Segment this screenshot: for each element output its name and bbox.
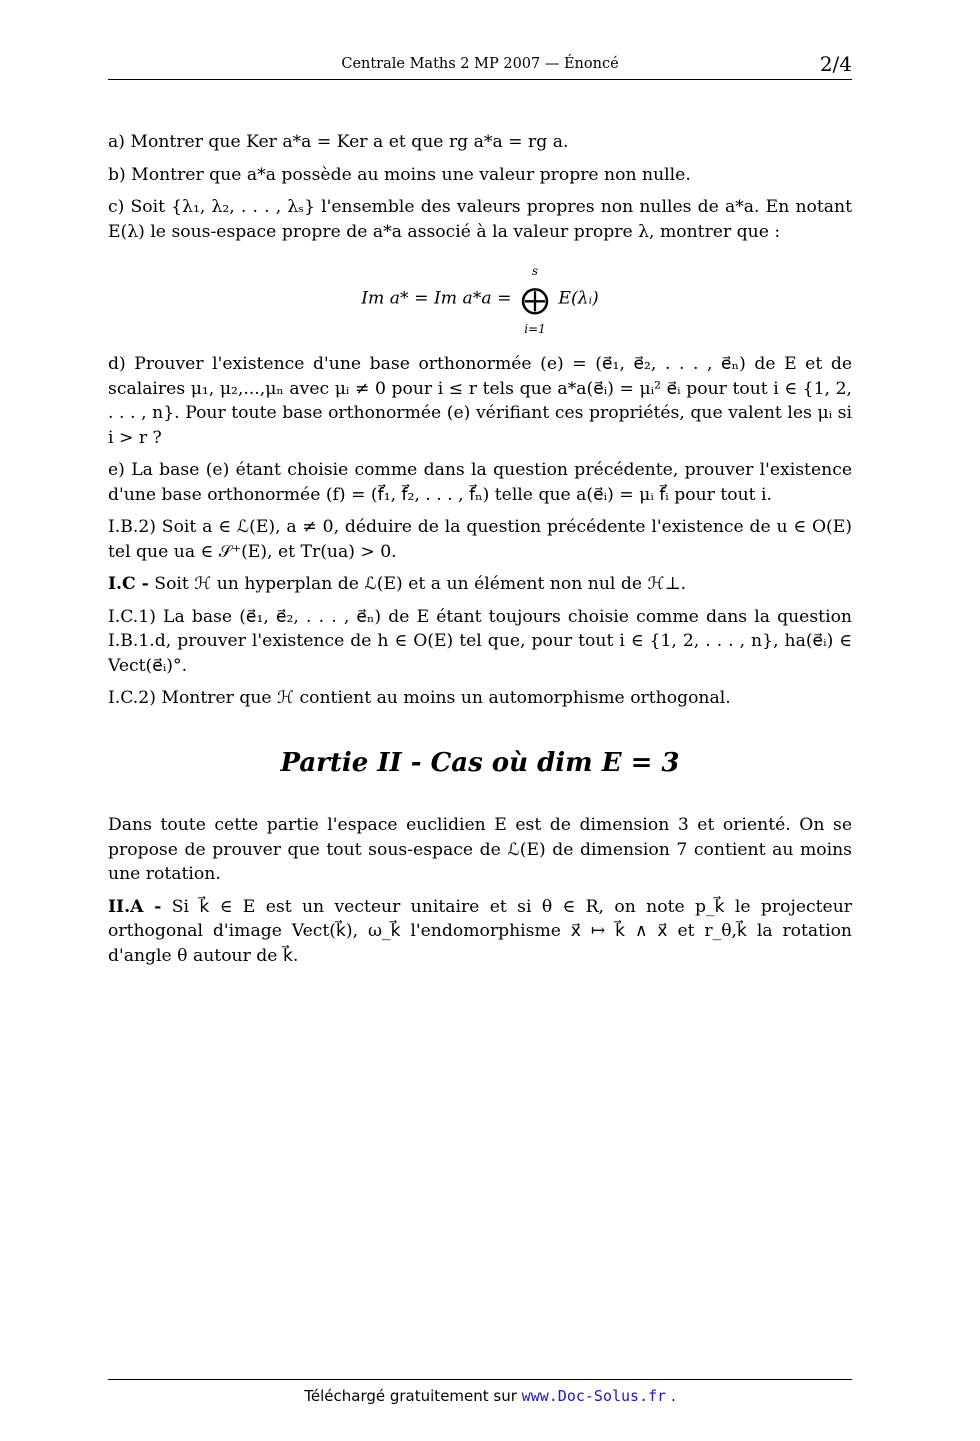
section-iia-label: II.A - — [108, 896, 162, 917]
section-ic-label: I.C - — [108, 574, 149, 594]
footer-suffix: . — [666, 1387, 676, 1405]
question-b: b) Montrer que a*a possède au moins une valeur propre non nulle. — [108, 164, 691, 185]
section-ic — [108, 572, 852, 597]
header-title: Centrale Maths 2 MP 2007 — Énoncé — [341, 56, 619, 72]
question-a: a) Montrer que Ker a*a = Ker a et que rg a*a = rg a. — [108, 132, 569, 152]
question-e: e) La base (e) étant choisie comme dans la question précédente, prouver l'existence d'une base orthonormée (f) = (f⃗₁, f⃗₂, . . . , f⃗ₙ) telle que a(e⃗ᵢ) = μᵢ f⃗ᵢ pour tout i. — [108, 460, 852, 505]
sum-upper-bound: s — [531, 263, 539, 278]
section-iia — [108, 895, 852, 969]
part-title: Partie II - Cas où dim E = 3 — [280, 747, 680, 778]
sum-lower-bound: i=1 — [524, 321, 546, 336]
footer-prefix: Téléchargé gratuitement sur — [304, 1387, 522, 1405]
direct-sum-symbol: ⨁ — [520, 283, 549, 316]
equation-rhs: E(λᵢ) — [558, 288, 599, 309]
page-header — [108, 52, 852, 82]
document-body — [108, 130, 852, 976]
question-ic1: I.C.1) La base (e⃗₁, e⃗₂, . . . , e⃗ₙ) de E étant toujours choisie comme dans la question I.B.1.d, prouver l'existence de h ∈ O(E) tel que, pour tout i ∈ {1, 2, . . . , n}, ha(e⃗ᵢ) ∈ Vect(e⃗ᵢ)°. — [108, 606, 852, 676]
section-iia-text: Si k⃗ ∈ E est un vecteur unitaire et si θ ∈ R, on note p_k⃗ le projecteur orthogonal d'image Vect(k⃗), ω_k⃗ l'endomorphisme x⃗ ↦ k⃗ ∧ x⃗ et r_θ,k⃗ la rotation d'angle θ autour de k⃗. — [108, 896, 852, 966]
question-c: c) Soit {λ₁, λ₂, . . . , λₛ} l'ensemble des valeurs propres non nulles de a*a. En notant E(λ) le sous-espace propre de a*a associé à la valeur propre λ, montrer que : — [108, 197, 852, 242]
display-equation — [108, 256, 852, 342]
footer-rule — [108, 1379, 852, 1380]
header-rule — [108, 79, 852, 80]
footer-link[interactable]: www.Doc-Solus.fr — [521, 1387, 667, 1405]
part-intro: Dans toute cette partie l'espace euclidien E est de dimension 3 et orienté. On se propose de prouver que tout sous-espace de ℒ(E) de dimension 7 contient au moins une rotation. — [108, 815, 852, 884]
section-ic-text: Soit ℋ un hyperplan de ℒ(E) et a un élément non nul de ℋ⊥. — [148, 574, 687, 594]
direct-sum-operator — [521, 256, 549, 342]
page-footer — [0, 1387, 980, 1405]
page-number: 2/4 — [819, 52, 852, 76]
question-d: d) Prouver l'existence d'une base orthonormée (e) = (e⃗₁, e⃗₂, . . . , e⃗ₙ) de E et de scalaires μ₁, μ₂,...,μₙ avec μᵢ ≠ 0 pour i ≤ r tels que a*a(e⃗ᵢ) = μᵢ² e⃗ᵢ pour tout i ∈ {1, 2, . . . , n}. Pour toute base orthonormée (e) vérifiant ces propriétés, que valent les μᵢ si i > r ? — [108, 354, 852, 448]
equation-lhs: Im a* = Im a*a = — [361, 288, 512, 309]
question-ic2: I.C.2) Montrer que ℋ contient au moins un automorphisme orthogonal. — [108, 688, 731, 708]
question-ib2: I.B.2) Soit a ∈ ℒ(E), a ≠ 0, déduire de la question précédente l'existence de u ∈ O(E) tel que ua ∈ 𝒮⁺(E), et Tr(ua) > 0. — [108, 517, 852, 562]
